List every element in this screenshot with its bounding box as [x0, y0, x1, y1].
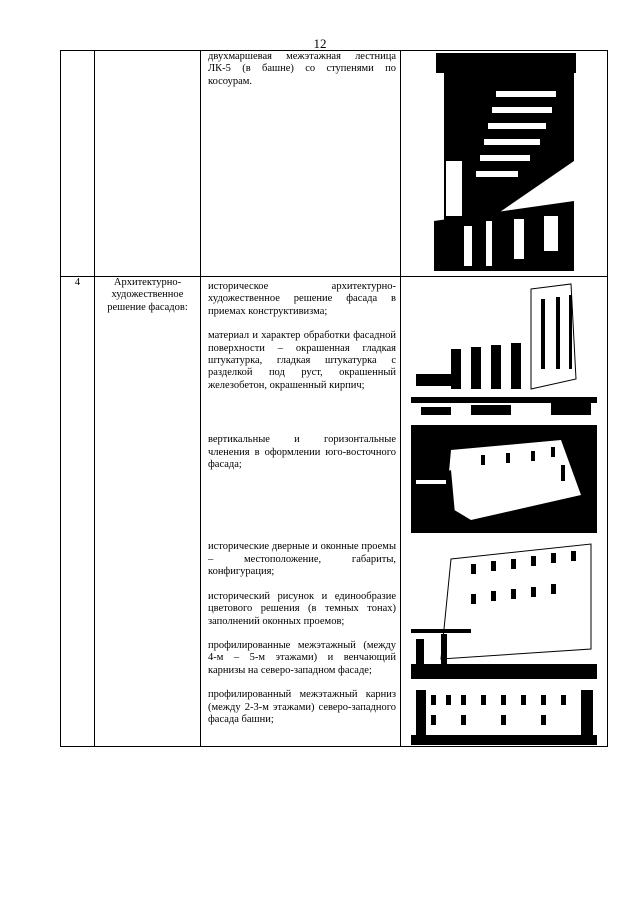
row-number-cell [61, 51, 95, 277]
description-item: двухмаршевая межэтажная лестница ЛК-5 (в башне) со ступенями по косоурам. [208, 51, 396, 87]
row-element-cell [95, 51, 201, 277]
row-element-cell: Архитектурно-художественное решение фасадов: [95, 277, 201, 747]
description-item: исторический рисунок и единообразие цветового решения (в темных тонах) заполнений оконных проемов; [208, 590, 396, 627]
row-description-cell [201, 277, 401, 747]
description-item: профилированный межэтажный карниз (между 2-3-м этажами) северо-западного фасада башни; [208, 689, 396, 725]
row-photo-cell [401, 51, 608, 277]
row-description-cell [201, 51, 401, 277]
facade-photo [411, 539, 597, 679]
description-item: исторические дверные и оконные проемы – местоположение, габариты, конфигурация; [208, 541, 396, 578]
table-row [61, 51, 608, 277]
monument-subject-table [60, 50, 608, 747]
table-row [61, 277, 608, 747]
description-item: материал и характер обработки фасадной поверхности – окрашенная гладкая штукатурка, гладкая штукатурка с разделкой под руст, окрашенный железобетон, окрашенный кирпич; [208, 330, 396, 391]
page-number: 12 [313, 36, 327, 51]
description-item: вертикальные и горизонтальные членения в оформлении юго-восточного фасада; [208, 434, 396, 471]
facade-photo [411, 685, 597, 745]
facade-photo [411, 279, 597, 419]
row-photo-cell [401, 277, 608, 747]
description-item: профилированные межэтажный (между 4-м – 5-м этажами) и венчающий карнизы на северо-западном фасаде; [208, 639, 396, 676]
description-item: историческое архитектурно-художественное решение фасада в приемах конструктивизма; [208, 281, 396, 317]
facade-photo [411, 425, 597, 533]
staircase-photo [424, 51, 584, 271]
row-number-cell: 4 [61, 277, 95, 747]
